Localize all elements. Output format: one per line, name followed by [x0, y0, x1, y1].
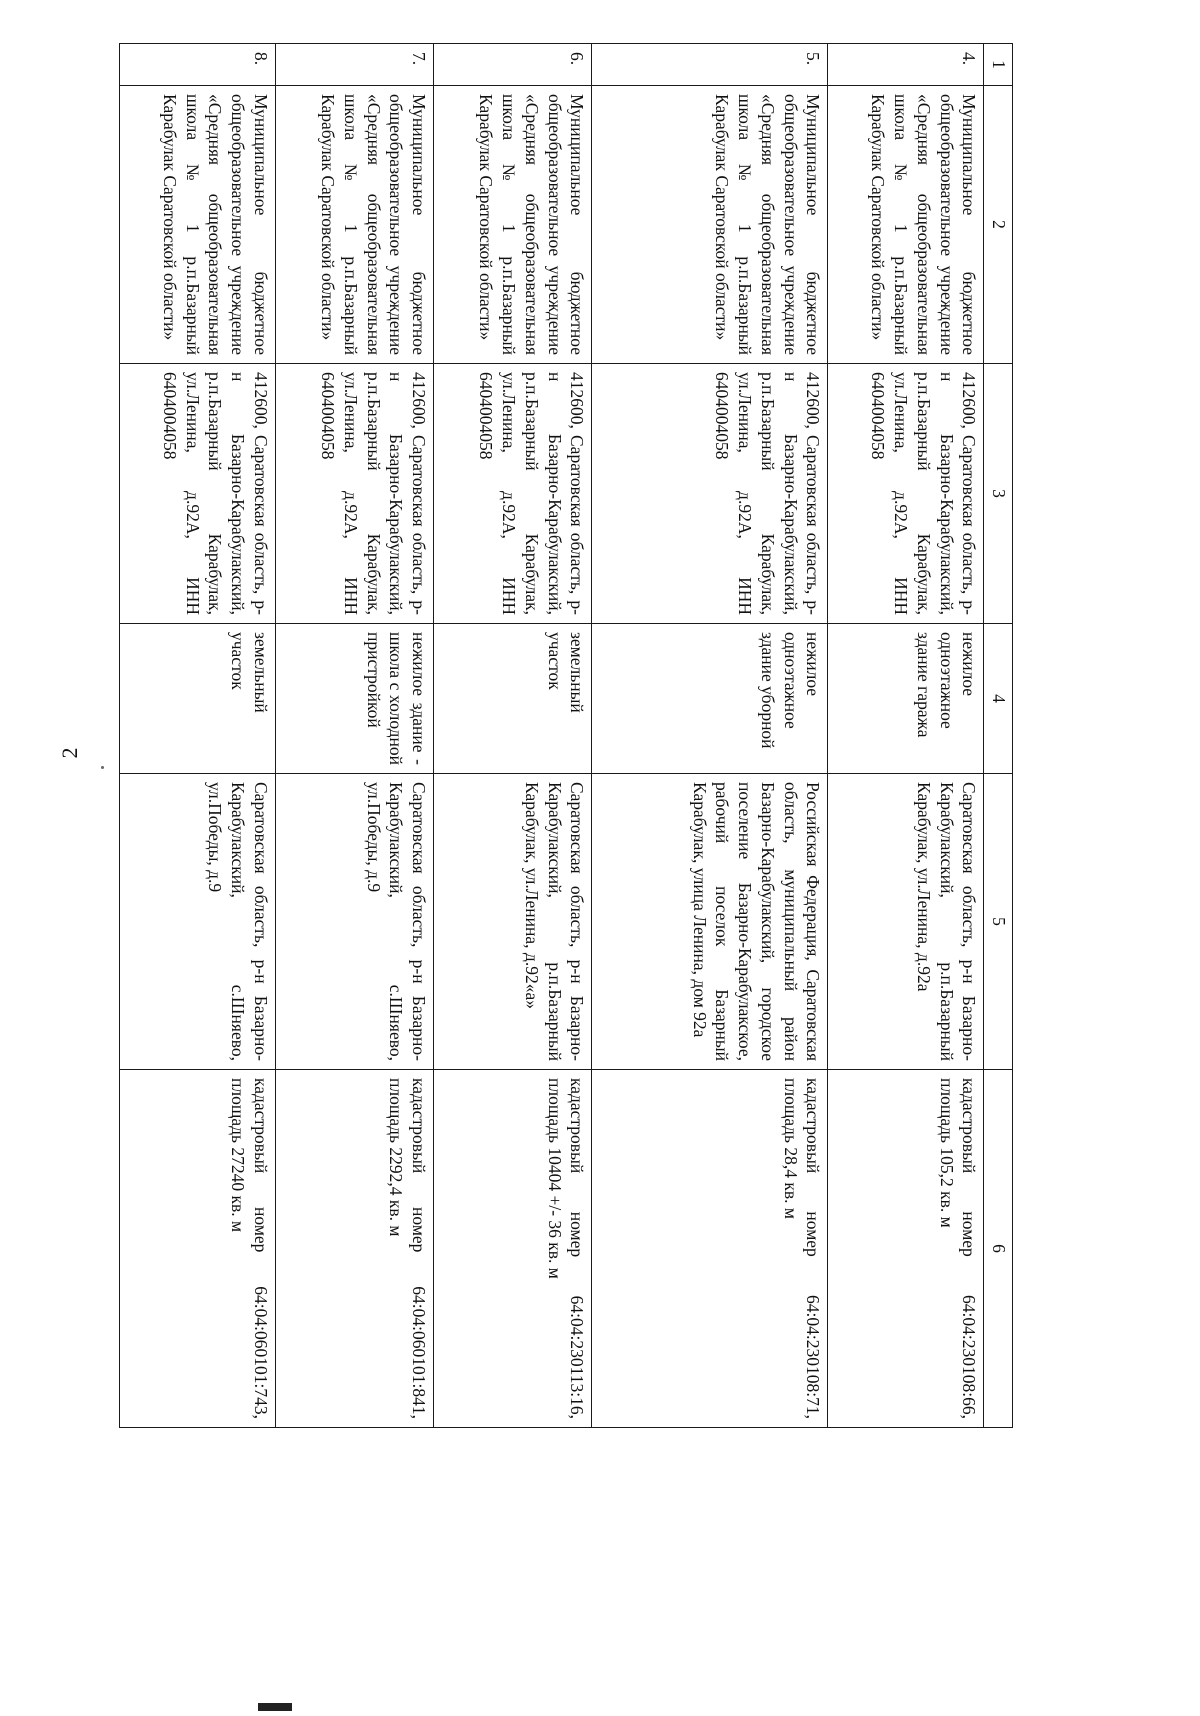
object-type-cell: нежилое одноэтажное здание уборной [592, 624, 828, 774]
object-location-cell: Саратовская область, р-н Базарно-Карабулакский, с.Шняево, ул.Победы, д.9 [120, 774, 276, 1070]
cadastre-cell: кадастровый номер 64:04:060101:841, площадь 2292,4 кв. м [275, 1070, 433, 1428]
table-header-row [984, 44, 1013, 1428]
cadastre-cell: кадастровый номер 64:04:060101:743, площадь 27240 кв. м [120, 1070, 276, 1428]
object-type-cell: земельный участок [434, 624, 592, 774]
object-type-cell: нежилое одноэтажное здание гаража [828, 624, 984, 774]
organization-cell: Муниципальное бюджетное общеобразовательное учреждение «Средняя общеобразовательная школа № 1 р.п.Базарный Карабулак Саратовской области» [434, 86, 592, 364]
org-address-cell: 412600, Саратовская область, р-н Базарно-Карабулакский, р.п.Базарный Карабулак, ул.Ленина, д.92А, ИНН 6404004058 [275, 364, 433, 624]
column-header: 6 [984, 1070, 1013, 1428]
object-location-cell: Российская Федерация, Саратовская область, муниципальный район Базарно-Карабулакский, городское поселение Базарно-Карабулакское, рабочий поселок Базарный Карабулак, улица Ленина, дом 92а [592, 774, 828, 1070]
row-number: 7. [275, 44, 433, 86]
table-row [828, 44, 984, 1428]
organization-cell: Муниципальное бюджетное общеобразовательное учреждение «Средняя общеобразовательная школа № 1 р.п.Базарный Карабулак Саратовской области» [828, 86, 984, 364]
org-address-cell: 412600, Саратовская область, р-н Базарно-Карабулакский, р.п.Базарный Карабулак, ул.Ленина, д.92А, ИНН 6404004058 [828, 364, 984, 624]
column-header: 3 [984, 364, 1013, 624]
organization-cell: Муниципальное бюджетное общеобразовательное учреждение «Средняя общеобразовательная школа № 1 р.п.Базарный Карабулак Саратовской области» [592, 86, 828, 364]
organization-cell: Муниципальное бюджетное общеобразовательное учреждение «Средняя общеобразовательная школа № 1 р.п.Базарный Карабулак Саратовской области» [120, 86, 276, 364]
column-header: 2 [984, 86, 1013, 364]
org-address-cell: 412600, Саратовская область, р-н Базарно-Карабулакский, р.п.Базарный Карабулак, ул.Ленина, д.92А, ИНН 6404004058 [434, 364, 592, 624]
table-row [275, 44, 433, 1428]
cadastre-cell: кадастровый номер 64:04:230108:66, площадь 105,2 кв. м [828, 1070, 984, 1428]
organization-cell: Муниципальное бюджетное общеобразовательное учреждение «Средняя общеобразовательная школа № 1 р.п.Базарный Карабулак Саратовской области» [275, 86, 433, 364]
property-table [119, 43, 1013, 1428]
scan-speck [101, 766, 104, 769]
table-row [434, 44, 592, 1428]
row-number: 8. [120, 44, 276, 86]
object-location-cell: Саратовская область, р-н Базарно-Карабулакский, р.п.Базарный Карабулак, ул.Ленина, д.92а [828, 774, 984, 1070]
object-type-cell: нежилое здание - школа с холодной пристройкой [275, 624, 433, 774]
scan-mark [258, 1703, 292, 1711]
object-location-cell: Саратовская область, р-н Базарно-Карабулакский, с.Шняево, ул.Победы, д.9 [275, 774, 433, 1070]
property-table-wrapper [119, 43, 1013, 1427]
column-header: 5 [984, 774, 1013, 1070]
row-number: 6. [434, 44, 592, 86]
object-type-cell: земельный участок [120, 624, 276, 774]
object-location-cell: Саратовская область, р-н Базарно-Карабулакский, р.п.Базарный Карабулак, ул.Ленина, д.92«а» [434, 774, 592, 1070]
cadastre-cell: кадастровый номер 64:04:230108:71, площадь 28,4 кв. м [592, 1070, 828, 1428]
row-number: 4. [828, 44, 984, 86]
column-header: 1 [984, 44, 1013, 86]
page-number: 2 [57, 747, 82, 759]
column-header: 4 [984, 624, 1013, 774]
org-address-cell: 412600, Саратовская область, р-н Базарно-Карабулакский, р.п.Базарный Карабулак, ул.Ленина, д.92А, ИНН 6404004058 [592, 364, 828, 624]
table-row [592, 44, 828, 1428]
row-number: 5. [592, 44, 828, 86]
cadastre-cell: кадастровый номер 64:04:230113:16, площадь 10404 +/- 36 кв. м [434, 1070, 592, 1428]
org-address-cell: 412600, Саратовская область, р-н Базарно-Карабулакский, р.п.Базарный Карабулак, ул.Ленина, д.92А, ИНН 6404004058 [120, 364, 276, 624]
table-row [120, 44, 276, 1428]
